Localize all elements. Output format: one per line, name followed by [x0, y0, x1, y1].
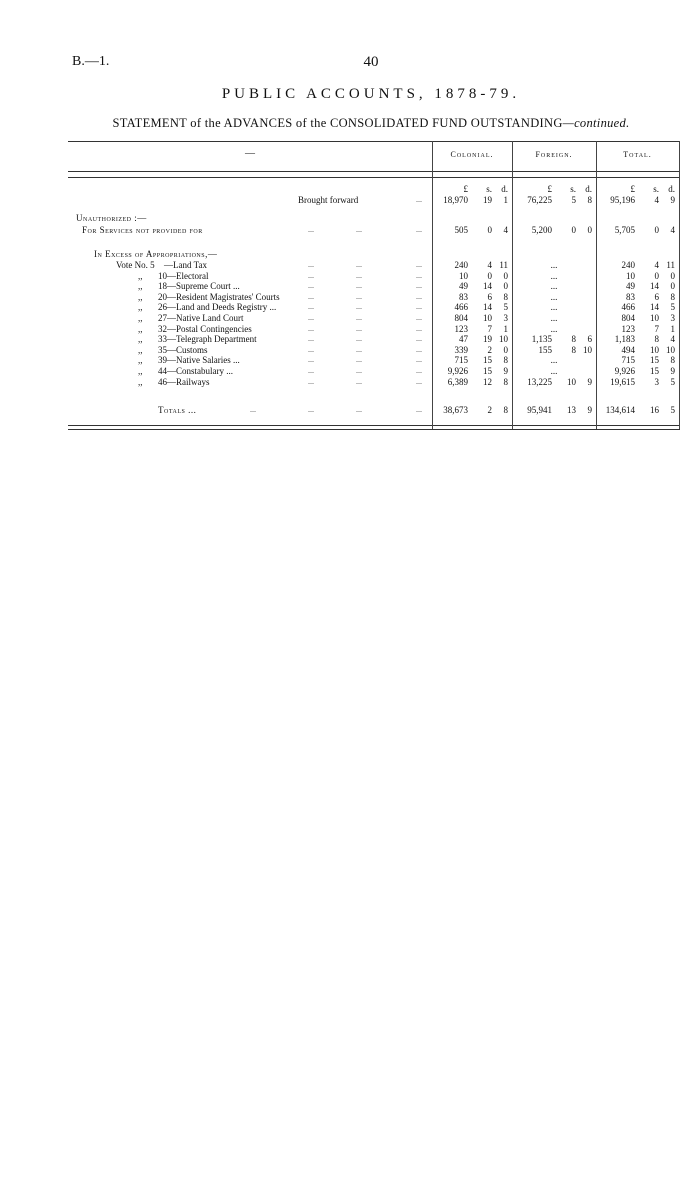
vote-6-colonial-pence: 1: [503, 324, 508, 334]
vote-3-total-pound: 83: [626, 292, 635, 302]
header-rule: [68, 171, 680, 172]
vote-10-total-pence: 9: [670, 366, 675, 376]
brought-forward-total-pence: 9: [670, 195, 675, 205]
services-row-total-shilling: 0: [654, 225, 659, 235]
vote-7-colonial-pound: 47: [459, 334, 468, 344]
vote-2-total-pound: 49: [626, 281, 635, 291]
vote-0-leader-2: ...: [416, 260, 422, 269]
vote-label-7: 33—Telegraph Department: [158, 334, 257, 344]
vote-1-colonial-pound: 10: [459, 271, 468, 281]
vote-3-total-pence: 8: [670, 292, 675, 302]
vote-2-leader-1: ...: [356, 281, 362, 290]
vote-0-total-pound: 240: [621, 260, 635, 270]
vote-label-5: 27—Native Land Court: [158, 313, 244, 323]
vote-3-leader-1: ...: [356, 292, 362, 301]
vote-11-leader-2: ...: [416, 377, 422, 386]
vote-0-colonial-shilling: 4: [487, 260, 492, 270]
vote-7-foreign-pence: 6: [587, 334, 592, 344]
page-ref: B.—1.: [72, 54, 110, 69]
vote-5-leader-0: ...: [308, 313, 314, 322]
vote-11-foreign-pence: 9: [587, 377, 592, 387]
totals-leader-0: ...: [250, 405, 256, 414]
vote-10-leader-0: ...: [308, 366, 314, 375]
total-unit-pound: £: [630, 184, 635, 194]
vote-7-foreign-pound: 1,135: [531, 334, 552, 344]
vote-prefix-9: ,,: [138, 355, 143, 365]
brought-forward-leader-0: ...: [416, 195, 422, 204]
brought-forward-foreign-pence: 8: [587, 195, 592, 205]
vote-prefix-4: ,,: [138, 302, 143, 312]
vote-2-total-shilling: 14: [650, 281, 659, 291]
total-unit-pence: d.: [668, 184, 675, 194]
vote-6-leader-2: ...: [416, 324, 422, 333]
services-row-leader-2: ...: [416, 225, 422, 234]
services-row-total-pence: 4: [670, 225, 675, 235]
vote-1-colonial-shilling: 0: [487, 271, 492, 281]
vote-9-total-shilling: 15: [650, 355, 659, 365]
vote-8-foreign-pence: 10: [583, 345, 592, 355]
vote-9-colonial-pence: 8: [503, 355, 508, 365]
vote-7-colonial-pence: 10: [499, 334, 508, 344]
header-rule-2: [68, 177, 680, 178]
vote-11-foreign-pound: 13,225: [527, 377, 552, 387]
vote-label-10: 44—Constabulary ...: [158, 366, 233, 376]
brought-forward-total-shilling: 4: [654, 195, 659, 205]
vote-1-leader-2: ...: [416, 271, 422, 280]
vote-1-colonial-pence: 0: [503, 271, 508, 281]
services-row-leader-0: ...: [308, 225, 314, 234]
vote-4-total-pence: 5: [670, 302, 675, 312]
services-row-colonial-pence: 4: [503, 225, 508, 235]
services-row-leader-1: ...: [356, 225, 362, 234]
vote-9-colonial-shilling: 15: [483, 355, 492, 365]
table-bottom-rule: [68, 425, 680, 426]
totals-colonial-pound: 38,673: [443, 405, 468, 415]
vote-label-6: 32—Postal Contingencies: [158, 324, 252, 334]
table-top-rule: [68, 141, 680, 142]
page-heading: PUBLIC ACCOUNTS, 1878-79.: [221, 86, 521, 102]
vote-label-0: —Land Tax: [164, 260, 207, 270]
vote-prefix-2: ,,: [138, 281, 143, 291]
colonial-unit-pence: d.: [501, 184, 508, 194]
vote-6-colonial-shilling: 7: [487, 324, 492, 334]
brought-forward-total-pound: 95,196: [610, 195, 635, 205]
total-unit-shilling: s.: [653, 184, 659, 194]
vote-10-foreign-ellipsis: ...: [550, 366, 558, 376]
vote-prefix-6: ,,: [138, 324, 143, 334]
vote-2-leader-0: ...: [308, 281, 314, 290]
vote-4-leader-1: ...: [356, 302, 362, 311]
vote-0-leader-1: ...: [356, 260, 362, 269]
vote-4-colonial-pence: 5: [503, 302, 508, 312]
vote-8-foreign-pound: 155: [538, 345, 552, 355]
vote-prefix-11: ,,: [138, 377, 143, 387]
services-row-colonial-pound: 505: [454, 225, 468, 235]
vote-prefix-3: ,,: [138, 292, 143, 302]
vote-2-foreign-ellipsis: ...: [550, 281, 558, 291]
vote-5-colonial-pence: 3: [503, 313, 508, 323]
vote-0-total-shilling: 4: [654, 260, 659, 270]
vote-2-colonial-shilling: 14: [483, 281, 492, 291]
colonial-unit-shilling: s.: [486, 184, 492, 194]
vote-10-total-shilling: 15: [650, 366, 659, 376]
vote-7-total-pence: 4: [670, 334, 675, 344]
vote-5-total-pound: 804: [621, 313, 635, 323]
statement-main: STATEMENT of the ADVANCES of the CONSOLIDATED FUND OUTSTANDING: [112, 116, 563, 130]
services-row-foreign-pence: 0: [587, 225, 592, 235]
vote-8-leader-1: ...: [356, 345, 362, 354]
totals-foreign-shilling: 13: [567, 405, 576, 415]
vote-3-leader-2: ...: [416, 292, 422, 301]
vote-6-total-pound: 123: [621, 324, 635, 334]
colonial-unit-pound: £: [463, 184, 468, 194]
foreign-unit-pence: d.: [585, 184, 592, 194]
brought-forward-label: Brought forward: [298, 195, 359, 205]
vote-8-total-pound: 494: [621, 345, 635, 355]
services-row-foreign-shilling: 0: [571, 225, 576, 235]
vote-1-total-pound: 10: [626, 271, 635, 281]
vote-10-leader-2: ...: [416, 366, 422, 375]
brought-forward-foreign-pound: 76,225: [527, 195, 552, 205]
vote-0-foreign-ellipsis: ...: [550, 260, 558, 270]
vote-1-total-shilling: 0: [654, 271, 659, 281]
vote-5-colonial-shilling: 10: [483, 313, 492, 323]
vote-11-leader-1: ...: [356, 377, 362, 386]
table-bottom-rule-2: [68, 429, 680, 430]
vote-0-colonial-pound: 240: [454, 260, 468, 270]
services-row-total-pound: 5,705: [614, 225, 635, 235]
vote-6-leader-1: ...: [356, 324, 362, 333]
vote-prefix-10: ,,: [138, 366, 143, 376]
vote-1-leader-1: ...: [356, 271, 362, 280]
vote-6-foreign-ellipsis: ...: [550, 324, 558, 334]
totals-foreign-pound: 95,941: [527, 405, 552, 415]
vote-prefix-7: ,,: [138, 334, 143, 344]
vote-11-colonial-pound: 6,389: [447, 377, 468, 387]
vote-3-leader-0: ...: [308, 292, 314, 301]
vote-4-leader-0: ...: [308, 302, 314, 311]
vote-9-colonial-pound: 715: [454, 355, 468, 365]
advances-table: [68, 141, 680, 431]
vote-11-total-shilling: 3: [654, 377, 659, 387]
brought-forward-colonial-pound: 18,970: [443, 195, 468, 205]
vote-0-leader-0: ...: [308, 260, 314, 269]
brought-forward-colonial-shilling: 19: [483, 195, 492, 205]
totals-total-shilling: 16: [650, 405, 659, 415]
vote-10-colonial-pence: 9: [503, 366, 508, 376]
vote-6-leader-0: ...: [308, 324, 314, 333]
vote-1-foreign-ellipsis: ...: [550, 271, 558, 281]
vote-6-total-shilling: 7: [654, 324, 659, 334]
vote-11-colonial-shilling: 12: [483, 377, 492, 387]
vote-8-leader-0: ...: [308, 345, 314, 354]
brought-forward-colonial-pence: 1: [503, 195, 508, 205]
vote-1-total-pence: 0: [670, 271, 675, 281]
vote-8-total-shilling: 10: [650, 345, 659, 355]
vote-prefix-8: ,,: [138, 345, 143, 355]
vote-4-colonial-shilling: 14: [483, 302, 492, 312]
totals-leader-1: ...: [308, 405, 314, 414]
vote-10-colonial-shilling: 15: [483, 366, 492, 376]
vote-11-foreign-shilling: 10: [567, 377, 576, 387]
vote-label-4: 26—Land and Deeds Registry ...: [158, 302, 277, 312]
vote-7-leader-2: ...: [416, 334, 422, 343]
vote-11-colonial-pence: 8: [503, 377, 508, 387]
vote-11-leader-0: ...: [308, 377, 314, 386]
services-row-label: For Services not provided for: [82, 225, 203, 235]
totals-colonial-shilling: 2: [487, 405, 492, 415]
vote-9-leader-2: ...: [416, 355, 422, 364]
vote-prefix-0: Vote No. 5: [116, 260, 155, 270]
totals-foreign-pence: 9: [587, 405, 592, 415]
statement-continued: —continued.: [562, 116, 630, 130]
vote-8-colonial-pence: 0: [503, 345, 508, 355]
vote-5-total-pence: 3: [670, 313, 675, 323]
brought-forward-foreign-shilling: 5: [571, 195, 576, 205]
totals-label: Totals ...: [158, 405, 197, 415]
vote-4-total-shilling: 14: [650, 302, 659, 312]
page-number: 40: [363, 54, 379, 70]
vote-0-total-pence: 11: [666, 260, 675, 270]
foreign-unit-pound: £: [547, 184, 552, 194]
vote-4-leader-2: ...: [416, 302, 422, 311]
vote-3-foreign-ellipsis: ...: [550, 292, 558, 302]
vote-2-colonial-pence: 0: [503, 281, 508, 291]
vote-7-leader-0: ...: [308, 334, 314, 343]
vote-0-colonial-pence: 11: [499, 260, 508, 270]
totals-total-pence: 5: [670, 405, 675, 415]
vote-3-colonial-pound: 83: [459, 292, 468, 302]
totals-leader-3: ...: [416, 405, 422, 414]
vote-7-leader-1: ...: [356, 334, 362, 343]
foreign-unit-shilling: s.: [570, 184, 576, 194]
vote-7-foreign-shilling: 8: [571, 334, 576, 344]
services-row-foreign-pound: 5,200: [531, 225, 552, 235]
vote-5-leader-1: ...: [356, 313, 362, 322]
vote-3-colonial-pence: 8: [503, 292, 508, 302]
vote-8-leader-2: ...: [416, 345, 422, 354]
vote-8-colonial-pound: 339: [454, 345, 468, 355]
services-row-colonial-shilling: 0: [487, 225, 492, 235]
statement-title: [0, 116, 700, 131]
vote-11-total-pence: 5: [670, 377, 675, 387]
vote-3-total-shilling: 6: [654, 292, 659, 302]
unauthorized-heading: Unauthorized :—: [76, 213, 147, 223]
totals-leader-2: ...: [356, 405, 362, 414]
vote-label-8: 35—Customs: [158, 345, 208, 355]
vote-label-3: 20—Resident Magistrates' Courts: [158, 292, 280, 302]
vote-4-colonial-pound: 466: [454, 302, 468, 312]
vote-10-colonial-pound: 9,926: [447, 366, 468, 376]
vote-5-total-shilling: 10: [650, 313, 659, 323]
vote-label-2: 18—Supreme Court ...: [158, 281, 240, 291]
vote-4-foreign-ellipsis: ...: [550, 302, 558, 312]
blank-column-header: —: [245, 148, 255, 159]
vote-5-foreign-ellipsis: ...: [550, 313, 558, 323]
vote-8-total-pence: 10: [666, 345, 675, 355]
vote-8-foreign-shilling: 8: [571, 345, 576, 355]
vote-9-leader-1: ...: [356, 355, 362, 364]
vote-9-leader-0: ...: [308, 355, 314, 364]
vote-10-total-pound: 9,926: [614, 366, 635, 376]
vote-2-total-pence: 0: [670, 281, 675, 291]
vote-4-total-pound: 466: [621, 302, 635, 312]
vote-7-total-shilling: 8: [654, 334, 659, 344]
vote-label-1: 10—Electoral: [158, 271, 209, 281]
colonial-header: Colonial.: [450, 150, 494, 159]
totals-total-pound: 134,614: [605, 405, 635, 415]
vote-prefix-5: ,,: [138, 313, 143, 323]
vote-11-total-pound: 19,615: [610, 377, 635, 387]
excess-heading: In Excess of Appropriations,—: [94, 249, 218, 259]
vote-7-colonial-shilling: 19: [483, 334, 492, 344]
vote-2-colonial-pound: 49: [459, 281, 468, 291]
vote-5-colonial-pound: 804: [454, 313, 468, 323]
vote-3-colonial-shilling: 6: [487, 292, 492, 302]
vote-6-colonial-pound: 123: [454, 324, 468, 334]
vote-9-foreign-ellipsis: ...: [550, 355, 558, 365]
vote-label-9: 39—Native Salaries ...: [158, 355, 240, 365]
vote-9-total-pence: 8: [670, 355, 675, 365]
vote-10-leader-1: ...: [356, 366, 362, 375]
col-divider-4: [679, 141, 680, 429]
vote-prefix-1: ,,: [138, 271, 143, 281]
vote-9-total-pound: 715: [621, 355, 635, 365]
vote-7-total-pound: 1,183: [614, 334, 635, 344]
vote-6-total-pence: 1: [670, 324, 675, 334]
foreign-header: Foreign.: [535, 150, 573, 159]
total-header: Total.: [623, 150, 652, 159]
vote-8-colonial-shilling: 2: [487, 345, 492, 355]
vote-5-leader-2: ...: [416, 313, 422, 322]
totals-colonial-pence: 8: [503, 405, 508, 415]
vote-2-leader-2: ...: [416, 281, 422, 290]
vote-label-11: 46—Railways: [158, 377, 210, 387]
vote-1-leader-0: ...: [308, 271, 314, 280]
